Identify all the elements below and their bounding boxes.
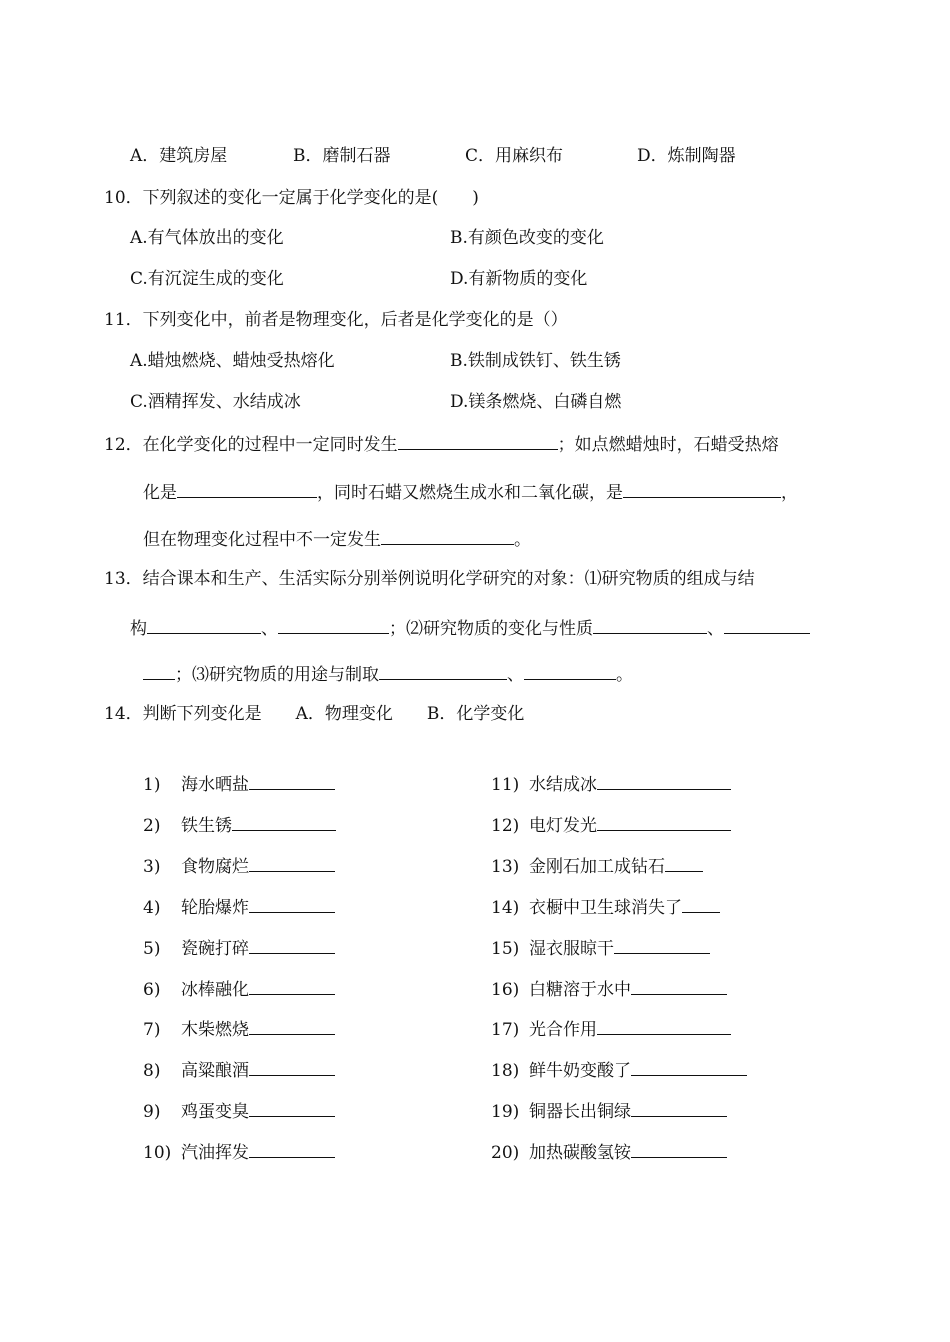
q14-item (491, 771, 731, 797)
q14-item-number: 5) (143, 939, 161, 959)
q12-line-3 (143, 526, 531, 552)
q14-item (491, 853, 703, 879)
q9-option-d: D．炼制陶器 (637, 146, 736, 166)
q10-option-d: D.有新物质的变化 (450, 269, 588, 289)
q14-item (491, 976, 727, 1002)
q12-blank-3[interactable] (623, 479, 781, 498)
q14-item-text: 轮胎爆炸 (181, 898, 249, 918)
q14-item-number: 3) (143, 857, 161, 877)
q14-item-number: 19) (491, 1102, 520, 1122)
q14-answer-blank[interactable] (249, 1057, 335, 1076)
q12-text-1a: 12．在化学变化的过程中一定同时发生 (104, 435, 398, 455)
q12-blank-4[interactable] (381, 526, 514, 545)
q13-text-2a: 构 (130, 619, 147, 639)
q14-item-text: 白糖溶于水中 (529, 980, 631, 1000)
q9-option-b: B．磨制石器 (293, 146, 391, 166)
q14-answer-blank[interactable] (249, 1098, 335, 1117)
q10-option-a: A.有气体放出的变化 (130, 228, 284, 248)
q14-item (143, 771, 335, 797)
q13-blank-5[interactable] (143, 661, 175, 680)
q14-item-number: 17) (491, 1020, 520, 1040)
q14-answer-blank[interactable] (249, 771, 335, 790)
q14-item-text: 鲜牛奶变酸了 (529, 1061, 631, 1081)
q14-item-text: 水结成冰 (529, 775, 597, 795)
q13-text-3a: ；⑶研究物质的用途与制取 (175, 665, 379, 685)
q14-item (491, 935, 710, 961)
q14-item (143, 935, 335, 961)
q13-blank-1[interactable] (147, 615, 261, 634)
q13-blank-7[interactable] (524, 661, 616, 680)
q12-text-1b: ；如点燃蜡烛时，石蜡受热熔 (557, 435, 779, 455)
q14-item-text: 汽油挥发 (181, 1143, 249, 1163)
q14-item-number: 6) (143, 980, 161, 1000)
q14-answer-blank[interactable] (597, 1016, 731, 1035)
q14-item (491, 812, 731, 838)
q14-stem: 14．判断下列变化是 A．物理变化 B．化学变化 (104, 704, 525, 724)
q14-answer-blank[interactable] (614, 935, 710, 954)
q10-stem: 10．下列叙述的变化一定属于化学变化的是( ) (104, 188, 479, 208)
q14-item-text: 冰棒融化 (181, 980, 249, 1000)
q14-item-number: 9) (143, 1102, 161, 1122)
q14-item-number: 16) (491, 980, 520, 1000)
q14-answer-blank[interactable] (631, 1139, 727, 1158)
q14-item (143, 976, 335, 1002)
q14-answer-blank[interactable] (597, 812, 731, 831)
q14-item-number: 1) (143, 775, 161, 795)
q14-answer-blank[interactable] (232, 812, 336, 831)
q12-blank-2[interactable] (177, 479, 317, 498)
q14-item-text: 瓷碗打碎 (181, 939, 249, 959)
q14-answer-blank[interactable] (249, 894, 335, 913)
q13-text-3c: 。 (616, 665, 633, 685)
q14-item-text: 金刚石加工成钻石 (529, 857, 665, 877)
q14-item (143, 812, 336, 838)
q14-item (143, 894, 335, 920)
q13-blank-3[interactable] (593, 615, 707, 634)
q10-option-c: C.有沉淀生成的变化 (130, 269, 284, 289)
q14-item (491, 1016, 731, 1042)
q13-line-1: 13．结合课本和生产、生活实际分别举例说明化学研究的对象：⑴研究物质的组成与结 (104, 569, 755, 589)
q14-item-number: 8) (143, 1061, 161, 1081)
q14-item (143, 1016, 335, 1042)
q14-item-number: 15) (491, 939, 520, 959)
q14-item-text: 高粱酿酒 (181, 1061, 249, 1081)
q12-text-3a: 但在物理变化过程中不一定发生 (143, 530, 381, 550)
q11-option-a: A.蜡烛燃烧、蜡烛受热熔化 (130, 351, 335, 371)
q14-item-number: 12) (491, 816, 520, 836)
q13-text-3b: 、 (507, 665, 524, 685)
q13-text-2d: 、 (707, 619, 724, 639)
q14-item-number: 10) (143, 1143, 172, 1163)
q14-item-number: 2) (143, 816, 161, 836)
q14-item-text: 电灯发光 (529, 816, 597, 836)
q14-answer-blank[interactable] (249, 853, 335, 872)
q14-item (143, 1098, 335, 1124)
q14-answer-blank[interactable] (665, 853, 703, 872)
q12-blank-1[interactable] (398, 431, 558, 450)
q14-item-text: 木柴燃烧 (181, 1020, 249, 1040)
q11-option-d: D.镁条燃烧、白磷自燃 (450, 392, 622, 412)
q14-item (491, 1098, 727, 1124)
q14-item-number: 18) (491, 1061, 520, 1081)
q14-item-text: 衣橱中卫生球消失了 (529, 898, 682, 918)
q11-option-c: C.酒精挥发、水结成冰 (130, 392, 301, 412)
q9-option-a: A．建筑房屋 (130, 146, 228, 166)
q14-item (143, 1139, 335, 1165)
q11-stem: 11．下列变化中，前者是物理变化，后者是化学变化的是（） (104, 310, 568, 330)
q12-text-2a: 化是 (143, 483, 177, 503)
q12-text-2b: ，同时石蜡又燃烧生成水和二氧化碳，是 (317, 483, 623, 503)
q14-answer-blank[interactable] (682, 894, 720, 913)
q14-item-text: 加热碳酸氢铵 (529, 1143, 631, 1163)
q14-item (143, 1057, 335, 1083)
q13-blank-4[interactable] (724, 615, 810, 634)
q14-item (143, 853, 335, 879)
q14-item-number: 14) (491, 898, 520, 918)
q10-option-b: B.有颜色改变的变化 (450, 228, 604, 248)
q13-blank-6[interactable] (379, 661, 507, 680)
q14-item-text: 海水晒盐 (181, 775, 249, 795)
q14-item-text: 湿衣服晾干 (529, 939, 614, 959)
q14-answer-blank[interactable] (631, 1098, 727, 1117)
q14-item-text: 铜器长出铜绿 (529, 1102, 631, 1122)
q11-option-b: B.铁制成铁钉、铁生锈 (450, 351, 621, 371)
q13-line-3 (143, 661, 633, 687)
q14-answer-blank[interactable] (631, 976, 727, 995)
q13-blank-2[interactable] (278, 615, 389, 634)
q13-line-2 (130, 615, 810, 641)
q12-line-1 (104, 431, 779, 457)
q13-text-2b: 、 (261, 619, 278, 639)
q14-item-number: 7) (143, 1020, 161, 1040)
q14-answer-blank[interactable] (249, 935, 335, 954)
q14-item-text: 铁生锈 (181, 816, 232, 836)
q14-answer-blank[interactable] (249, 976, 335, 995)
q14-answer-blank[interactable] (249, 1139, 335, 1158)
q14-item-number: 4) (143, 898, 161, 918)
q14-item (491, 894, 720, 920)
q12-line-2 (143, 479, 798, 505)
q14-answer-blank[interactable] (631, 1057, 747, 1076)
q12-text-3b: 。 (514, 530, 531, 550)
q14-answer-blank[interactable] (249, 1016, 335, 1035)
q9-option-c: C．用麻织布 (465, 146, 564, 166)
q14-item-text: 食物腐烂 (181, 857, 249, 877)
q14-item-number: 13) (491, 857, 520, 877)
q13-text-2c: ；⑵研究物质的变化与性质 (389, 619, 593, 639)
q14-item-text: 鸡蛋变臭 (181, 1102, 249, 1122)
q14-item (491, 1139, 727, 1165)
q14-item (491, 1057, 747, 1083)
q14-answer-blank[interactable] (597, 771, 731, 790)
q14-item-number: 11) (491, 775, 520, 795)
q14-item-text: 光合作用 (529, 1020, 597, 1040)
q12-text-2c: ， (781, 483, 798, 503)
q14-item-number: 20) (491, 1143, 520, 1163)
